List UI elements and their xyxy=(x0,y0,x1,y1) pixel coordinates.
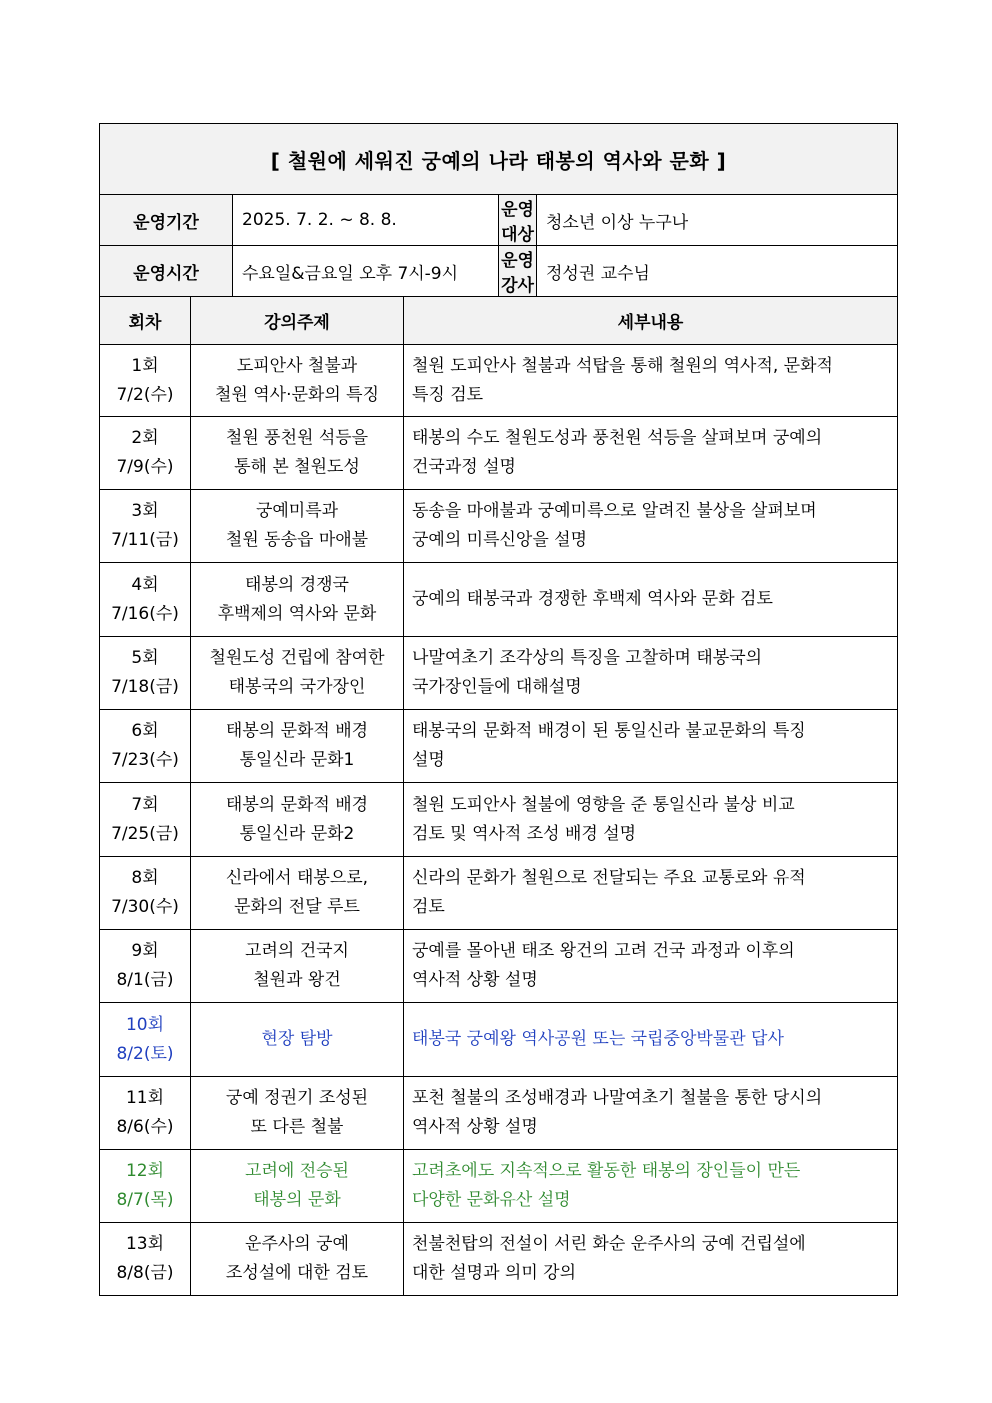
detail-line-1: 태봉국의 문화적 배경이 된 통일신라 불교문화의 특징 xyxy=(412,721,806,741)
topic-line-1: 궁예미륵과 xyxy=(255,501,339,521)
detail-line-2: 궁예의 미륵신앙을 설명 xyxy=(412,530,588,550)
topic-cell xyxy=(191,1003,404,1077)
detail-line-2: 검토 xyxy=(412,897,445,917)
table-row xyxy=(100,1150,898,1223)
topic-line-1: 신라에서 태봉으로, xyxy=(225,868,369,888)
topic-cell xyxy=(191,1150,404,1223)
session-number: 13회 xyxy=(125,1234,165,1254)
detail-line-1: 포천 철불의 조성배경과 나말여초기 철불을 통한 당시의 xyxy=(412,1088,823,1108)
topic-line-1: 고려의 건국지 xyxy=(245,941,349,961)
session-date: 8/8(금) xyxy=(116,1263,174,1283)
detail-cell xyxy=(404,783,898,857)
detail-line-1: 철원 도피안사 철불과 석탑을 통해 철원의 역사적, 문화적 xyxy=(412,355,833,376)
topic-line-1: 태봉의 문화적 배경 xyxy=(225,721,369,741)
session-date: 7/11(금) xyxy=(111,530,179,550)
table-header-row xyxy=(100,297,898,345)
detail-line-2: 다양한 문화유산 설명 xyxy=(412,1190,571,1210)
time-value: 수요일&금요일 오후 7시-9시 xyxy=(233,246,499,297)
program-table xyxy=(99,123,898,1296)
session-date: 8/2(토) xyxy=(116,1043,174,1064)
detail-line-1: 태봉국 궁예왕 역사공원 또는 국립중앙박물관 답사 xyxy=(412,1029,784,1049)
topic-line-2: 철원 동송읍 마애불 xyxy=(225,530,369,550)
period-label: 운영기간 xyxy=(100,195,233,246)
session-date: 7/2(수) xyxy=(116,384,174,405)
topic-line-2: 조성설에 대한 검토 xyxy=(225,1263,369,1283)
lecturer-label-text: 운영강사 xyxy=(501,251,534,296)
detail-cell xyxy=(404,417,898,490)
topic-cell xyxy=(191,1077,404,1150)
session-cell xyxy=(100,417,191,490)
detail-line-1: 궁예의 태봉국과 경쟁한 후백제 역사와 문화 검토 xyxy=(412,589,773,609)
session-cell xyxy=(100,563,191,637)
topic-line-1: 태봉의 문화적 배경 xyxy=(225,794,369,815)
table-row xyxy=(100,1223,898,1296)
topic-line-1: 태봉의 경쟁국 xyxy=(245,574,349,595)
detail-line-1: 태봉의 수도 철원도성과 풍천원 석등을 살펴보며 궁예의 xyxy=(412,428,823,448)
table-row xyxy=(100,637,898,710)
session-number: 6회 xyxy=(131,721,159,741)
table-row xyxy=(100,563,898,637)
page-title: [ 철원에 세워진 궁예의 나라 태봉의 역사와 문화 ] xyxy=(100,124,898,195)
topic-line-1: 고려에 전승된 xyxy=(245,1161,349,1181)
table-row xyxy=(100,783,898,857)
detail-line-1: 철원 도피안사 철불에 영향을 준 통일신라 불상 비교 xyxy=(412,794,795,815)
lecturer-label xyxy=(499,246,537,297)
detail-cell xyxy=(404,637,898,710)
topic-line-2: 문화의 전달 루트 xyxy=(234,897,360,917)
table-row xyxy=(100,345,898,417)
detail-line-2: 대한 설명과 의미 강의 xyxy=(412,1263,577,1283)
session-number: 3회 xyxy=(131,501,159,521)
table-row xyxy=(100,930,898,1003)
session-number: 9회 xyxy=(131,941,159,961)
detail-line-2: 역사적 상황 설명 xyxy=(412,970,538,990)
session-date: 7/9(수) xyxy=(116,457,174,477)
topic-cell xyxy=(191,637,404,710)
session-cell xyxy=(100,1223,191,1296)
table-row xyxy=(100,1003,898,1077)
session-rows xyxy=(100,345,898,1296)
detail-cell xyxy=(404,1003,898,1077)
topic-line-2: 통일신라 문화1 xyxy=(239,750,355,770)
topic-line-1: 도피안사 철불과 xyxy=(236,355,358,376)
topic-line-2: 철원 역사·문화의 특징 xyxy=(214,384,379,405)
session-date: 8/1(금) xyxy=(116,970,174,990)
topic-line-1: 궁예 정권기 조성된 xyxy=(225,1088,369,1108)
topic-line-1: 철원 풍천원 석등을 xyxy=(225,428,369,448)
session-cell xyxy=(100,1077,191,1150)
topic-line-1: 운주사의 궁예 xyxy=(245,1234,349,1254)
detail-cell xyxy=(404,857,898,930)
info-row-period xyxy=(100,195,898,246)
session-number: 1회 xyxy=(131,355,159,376)
header-session: 회차 xyxy=(100,297,191,345)
session-number: 12회 xyxy=(125,1161,165,1181)
target-label-text: 운영대상 xyxy=(501,200,534,245)
target-label xyxy=(499,195,537,246)
topic-cell xyxy=(191,930,404,1003)
detail-line-1: 신라의 문화가 철원으로 전달되는 주요 교통로와 유적 xyxy=(412,868,806,888)
target-value: 청소년 이상 누구나 xyxy=(537,195,898,246)
session-date: 7/25(금) xyxy=(111,823,179,844)
topic-line-2: 통일신라 문화2 xyxy=(239,823,355,844)
program-document xyxy=(99,123,897,1296)
topic-cell xyxy=(191,857,404,930)
time-label: 운영시간 xyxy=(100,246,233,297)
session-number: 4회 xyxy=(131,574,159,595)
topic-cell xyxy=(191,417,404,490)
header-detail: 세부내용 xyxy=(404,297,898,345)
detail-line-1: 궁예를 몰아낸 태조 왕건의 고려 건국 과정과 이후의 xyxy=(412,941,795,961)
session-number: 8회 xyxy=(131,868,159,888)
detail-cell xyxy=(404,930,898,1003)
session-date: 7/18(금) xyxy=(111,677,179,697)
detail-cell xyxy=(404,1150,898,1223)
detail-line-2: 검토 및 역사적 조성 배경 설명 xyxy=(412,823,637,844)
session-cell xyxy=(100,637,191,710)
topic-cell xyxy=(191,490,404,563)
table-row xyxy=(100,1077,898,1150)
detail-line-1: 천불천탑의 전설이 서린 화순 운주사의 궁예 건립설에 xyxy=(412,1234,806,1254)
table-row xyxy=(100,710,898,783)
session-number: 5회 xyxy=(131,648,159,668)
topic-line-1: 철원도성 건립에 참여한 xyxy=(209,648,385,668)
session-cell xyxy=(100,930,191,1003)
session-cell xyxy=(100,1150,191,1223)
session-number: 10회 xyxy=(125,1014,165,1035)
detail-line-1: 동송을 마애불과 궁예미륵으로 알려진 불상을 살펴보며 xyxy=(412,501,817,521)
session-date: 7/30(수) xyxy=(111,897,179,917)
session-date: 7/23(수) xyxy=(111,750,179,770)
session-cell xyxy=(100,783,191,857)
session-cell xyxy=(100,710,191,783)
period-value: 2025. 7. 2. ~ 8. 8. xyxy=(233,195,499,246)
topic-line-2: 또 다른 철불 xyxy=(250,1117,344,1137)
topic-line-1: 현장 탐방 xyxy=(261,1029,333,1049)
session-cell xyxy=(100,345,191,417)
session-date: 8/7(목) xyxy=(116,1190,174,1210)
detail-line-2: 설명 xyxy=(412,750,445,770)
session-number: 2회 xyxy=(131,428,159,448)
table-row xyxy=(100,417,898,490)
detail-line-2: 건국과정 설명 xyxy=(412,457,516,477)
detail-line-2: 국가장인들에 대해설명 xyxy=(412,677,582,697)
detail-line-2: 역사적 상황 설명 xyxy=(412,1117,538,1137)
topic-line-2: 후백제의 역사와 문화 xyxy=(217,603,377,624)
session-number: 7회 xyxy=(131,794,159,815)
detail-cell xyxy=(404,563,898,637)
topic-cell xyxy=(191,710,404,783)
header-topic: 강의주제 xyxy=(191,297,404,345)
detail-line-1: 나말여초기 조각상의 특징을 고찰하며 태봉국의 xyxy=(412,648,763,668)
session-number: 11회 xyxy=(125,1088,165,1108)
session-date: 8/6(수) xyxy=(116,1117,174,1137)
detail-cell xyxy=(404,710,898,783)
topic-line-2: 철원과 왕건 xyxy=(253,970,341,990)
table-row xyxy=(100,857,898,930)
detail-cell xyxy=(404,345,898,417)
session-cell xyxy=(100,490,191,563)
session-cell xyxy=(100,1003,191,1077)
detail-line-1: 고려초에도 지속적으로 활동한 태봉의 장인들이 만든 xyxy=(412,1161,801,1181)
topic-line-2: 태봉의 문화 xyxy=(253,1190,341,1210)
topic-cell xyxy=(191,345,404,417)
info-row-time xyxy=(100,246,898,297)
detail-line-2: 특징 검토 xyxy=(412,384,484,405)
lecturer-value: 정성권 교수님 xyxy=(537,246,898,297)
detail-cell xyxy=(404,1223,898,1296)
topic-line-2: 통해 본 철원도성 xyxy=(234,457,360,477)
topic-cell xyxy=(191,563,404,637)
session-date: 7/16(수) xyxy=(111,603,179,624)
topic-line-2: 태봉국의 국가장인 xyxy=(228,677,366,697)
detail-cell xyxy=(404,1077,898,1150)
session-cell xyxy=(100,857,191,930)
table-row xyxy=(100,490,898,563)
detail-cell xyxy=(404,490,898,563)
topic-cell xyxy=(191,1223,404,1296)
topic-cell xyxy=(191,783,404,857)
